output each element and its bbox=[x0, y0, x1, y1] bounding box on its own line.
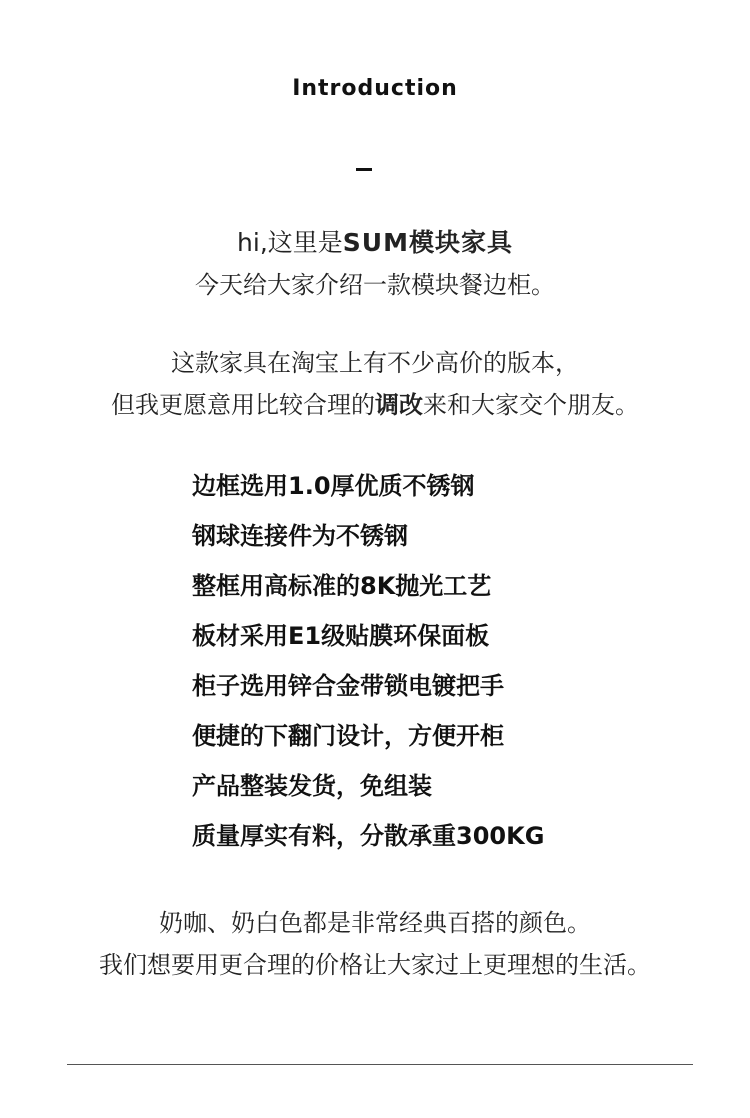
middle-line-2-suffix: 来和大家交个朋友。 bbox=[423, 391, 639, 419]
middle-line-2 bbox=[0, 384, 750, 426]
intro-prefix: hi,这里是 bbox=[237, 228, 343, 257]
heading-dash-divider bbox=[356, 168, 372, 171]
feature-item: 板材采用E1级贴膜环保面板 bbox=[192, 622, 490, 650]
middle-paragraph bbox=[0, 342, 750, 426]
feature-item: 便捷的下翻门设计，方便开柜 bbox=[192, 722, 504, 750]
feature-item: 钢球连接件为不锈钢 bbox=[192, 522, 408, 550]
feature-item: 质量厚实有料，分散承重300KG bbox=[192, 822, 545, 850]
feature-item: 产品整装发货，免组装 bbox=[192, 772, 432, 800]
middle-line-2-emphasis: 调改 bbox=[375, 391, 423, 419]
feature-item: 边框选用1.0厚优质不锈钢 bbox=[192, 472, 475, 500]
feature-item: 整框用高标准的8K抛光工艺 bbox=[192, 572, 492, 600]
middle-line-2-prefix: 但我更愿意用比较合理的 bbox=[111, 391, 375, 419]
intro-line-1 bbox=[0, 222, 750, 264]
brand-name: SUM模块家具 bbox=[342, 228, 513, 257]
intro-paragraph bbox=[0, 222, 750, 306]
bottom-divider bbox=[67, 1064, 693, 1065]
section-heading: Introduction bbox=[292, 76, 458, 101]
outro-paragraph bbox=[0, 902, 750, 986]
feature-item: 柜子选用锌合金带锁电镀把手 bbox=[192, 672, 504, 700]
feature-list bbox=[192, 464, 712, 864]
outro-line-2: 我们想要用更合理的价格让大家过上更理想的生活。 bbox=[99, 951, 651, 979]
outro-line-1: 奶咖、奶白色都是非常经典百搭的颜色。 bbox=[159, 909, 591, 937]
middle-line-1: 这款家具在淘宝上有不少高价的版本， bbox=[171, 349, 579, 377]
intro-line-2: 今天给大家介绍一款模块餐边柜。 bbox=[195, 271, 555, 299]
